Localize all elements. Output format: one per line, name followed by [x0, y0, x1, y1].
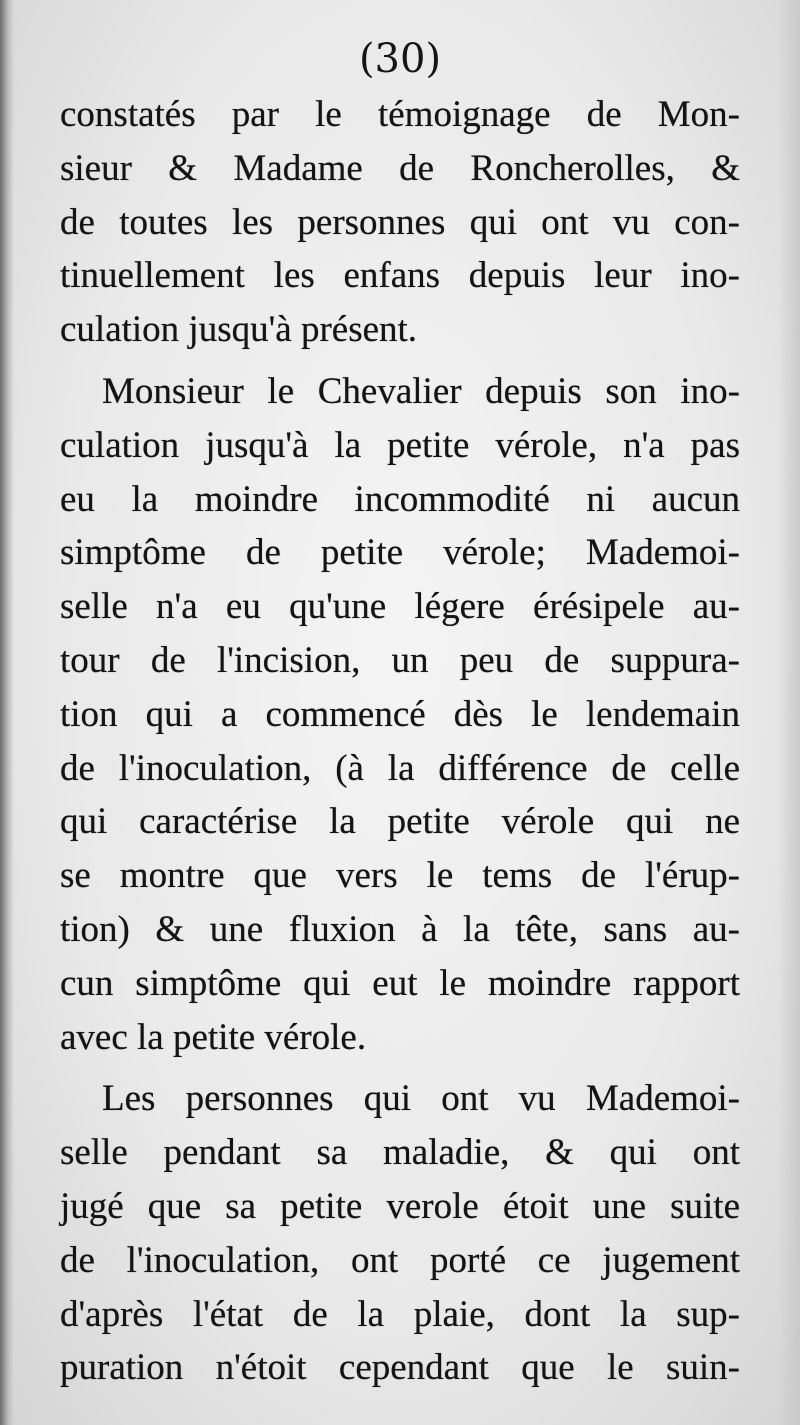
- text-line: Monsieur le Chevalier depuis son ino-: [102, 370, 740, 412]
- text-line: selle n'a eu qu'une légere érésipele au-: [60, 586, 740, 628]
- page-number: (30): [358, 36, 442, 82]
- text-line: tour de l'incision, un peu de suppura-: [60, 639, 740, 681]
- paragraph-gap: [60, 1064, 740, 1072]
- text-line: puration n'étoit cependant que le suin-: [60, 1347, 740, 1389]
- text-line: constatés par le témoignage de Mon-: [60, 94, 740, 135]
- text-line: tinuellement les enfans depuis leur ino-: [60, 255, 740, 297]
- text-line: se montre que vers le tems de l'érup-: [60, 855, 740, 897]
- text-line: culation jusqu'à la petite vérole, n'a pas: [60, 424, 740, 466]
- text-line: d'après l'état de la plaie, dont la sup-: [60, 1293, 740, 1335]
- paragraph-gap: [60, 357, 740, 365]
- text-line: de toutes les personnes qui ont vu con-: [60, 201, 740, 243]
- text-line: selle pendant sa maladie, & qui ont: [60, 1132, 740, 1174]
- text-line: de l'inoculation, ont porté ce jugement: [60, 1239, 740, 1281]
- text-line: avec la petite vérole.: [60, 1016, 367, 1058]
- text-line: cun simptôme qui eut le moindre rapport: [60, 962, 740, 1004]
- text-line: culation jusqu'à présent.: [60, 309, 418, 351]
- body-text: [60, 88, 740, 1395]
- text-line: de l'inoculation, (à la différence de celle: [60, 747, 740, 789]
- text-line: tion) & une fluxion à la tête, sans au-: [60, 908, 740, 950]
- text-line: Les personnes qui ont vu Mademoi-: [102, 1078, 740, 1120]
- text-line: sieur & Madame de Roncherolles, &: [60, 147, 740, 189]
- text-line: qui caractérise la petite vérole qui ne: [60, 801, 740, 843]
- text-line: tion qui a commencé dès le lendemain: [60, 693, 740, 735]
- text-line: simptôme de petite vérole; Mademoi-: [60, 532, 740, 574]
- text-line: jugé que sa petite verole étoit une suite: [60, 1185, 740, 1227]
- text-line: eu la moindre incommodité ni aucun: [60, 478, 740, 520]
